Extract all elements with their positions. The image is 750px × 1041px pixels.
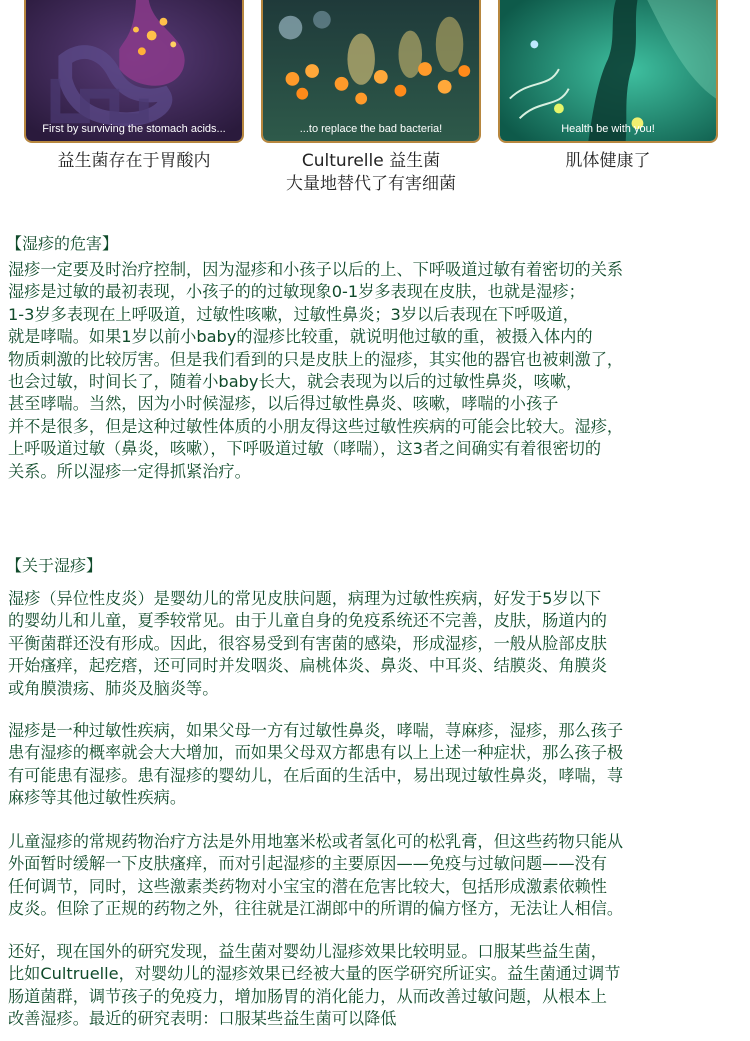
caption-line: 益生菌存在于胃酸内 — [57, 151, 211, 171]
health-graphic — [500, 0, 716, 141]
stomach-illustration — [24, 0, 244, 143]
health-illustration — [498, 0, 718, 143]
panel-2-image-text: ...to replace the bad bacteria! — [299, 123, 443, 135]
text-line: 关系。所以湿疹一定得抓紧治疗。 — [8, 461, 251, 481]
caption-line: Culturelle 益生菌 — [301, 151, 441, 171]
text-line: 就是哮喘。如果1岁以前小baby的湿疹比较重，就说明他过敏的重，被摄入体内的 — [8, 327, 593, 347]
text-line: 湿疹（异位性皮炎）是婴幼儿的常见皮肤问题，病理为过敏性疾病，好发于5岁以下 — [8, 589, 602, 608]
stomach-graphic — [26, 0, 242, 141]
about-paragraph-4 — [8, 941, 742, 1031]
panel-2-caption — [256, 150, 486, 196]
text-line: 的婴幼儿和儿童，夏季较常见。由于儿童自身的免疫系统还不完善，皮肤，肠道内的 — [8, 611, 607, 631]
text-line: 开始瘙痒，起疙瘩，还可同时并发咽炎、扁桃体炎、鼻炎、中耳炎、结膜炎、角膜炎 — [8, 656, 607, 676]
eczema-harm-paragraph — [8, 259, 742, 483]
bacteria-illustration — [261, 0, 481, 143]
text-line: 平衡菌群还没有形成。因此，很容易受到有害菌的感染，形成湿疹，一般从脸部皮肤 — [8, 633, 607, 653]
panel-3-caption — [498, 150, 718, 173]
caption-line: 大量地替代了有害细菌 — [286, 174, 456, 194]
about-paragraph-3 — [8, 831, 742, 921]
text-line: 肠道菌群，调节孩子的免疫力，增加肠胃的消化能力，从而改善过敏问题，从根本上 — [8, 986, 607, 1006]
text-line: 甚至哮喘。当然，因为小时候湿疹，以后得过敏性鼻炎、咳嗽，哮喘的小孩子 — [8, 394, 559, 414]
text-line: 麻疹等其他过敏性疾病。 — [8, 788, 187, 808]
text-line: 1-3岁多表现在上呼吸道，过敏性咳嗽，过敏性鼻炎；3岁以后表现在下呼吸道， — [8, 304, 579, 324]
about-paragraph-2 — [8, 720, 742, 810]
text-line: 改善湿疹。最近的研究表明：口服某些益生菌可以降低 — [8, 1009, 397, 1029]
panel-3-image-text: Health be with you! — [561, 123, 655, 135]
text-line: 物质刺激的比较厉害。但是我们看到的只是皮肤上的湿疹，其实他的器官也被刺激了， — [8, 349, 624, 369]
text-line: 上呼吸道过敏（鼻炎，咳嗽），下呼吸道过敏（哮喘），这3者之间确实有着很密切的 — [8, 439, 602, 459]
panel-1-caption — [24, 150, 244, 173]
text-line: 或角膜溃疡、肺炎及脑炎等。 — [8, 678, 219, 698]
about-paragraph-1 — [8, 588, 742, 700]
caption-line: 肌体健康了 — [565, 151, 651, 171]
text-line: 比如Cultruelle，对婴幼儿的湿疹效果已经被大量的医学研究所证实。益生菌通过调节 — [8, 964, 621, 984]
text-line: 皮炎。但除了正规的药物之外，往往就是江湖郎中的所谓的偏方怪方，无法让人相信。 — [8, 899, 624, 919]
text-line: 还好，现在国外的研究发现，益生菌对婴幼儿湿疹效果比较明显。口服某些益生菌， — [8, 942, 607, 961]
text-line: 有可能患有湿疹。患有湿疹的婴幼儿，在后面的生活中，易出现过敏性鼻炎，哮喘，荨 — [8, 765, 624, 785]
bacteria-graphic — [263, 0, 479, 141]
panel-1-image-text: First by surviving the stomach acids... — [42, 123, 226, 135]
text-line: 湿疹是一种过敏性疾病，如果父母一方有过敏性鼻炎，哮喘，荨麻疹，湿疹，那么孩子 — [8, 721, 624, 740]
text-line: 外面暂时缓解一下皮肤瘙痒，而对引起湿疹的主要原因——免疫与过敏问题——没有 — [8, 854, 607, 874]
text-line: 湿疹是过敏的最初表现，小孩子的的过敏现象0-1岁多表现在皮肤，也就是湿疹； — [8, 282, 585, 302]
text-line: 患有湿疹的概率就会大大增加，而如果父母双方都患有以上上述一种症状，那么孩子极 — [8, 743, 624, 763]
text-line: 任何调节，同时，这些激素类药物对小宝宝的潜在危害比较大，包括形成激素依赖性 — [8, 876, 607, 896]
section-heading-eczema-harm: 【湿疹的危害】 — [6, 234, 119, 253]
text-line: 并不是很多，但是这种过敏性体质的小朋友得这些过敏性疾病的可能会比较大。湿疹， — [8, 416, 624, 436]
text-line: 湿疹一定要及时治疗控制，因为湿疹和小孩子以后的上、下呼吸道过敏有着密切的关系 — [8, 260, 624, 279]
text-line: 也会过敏，时间长了，随着小baby长大，就会表现为以后的过敏性鼻炎，咳嗽， — [8, 372, 583, 392]
section-heading-about-eczema: 【关于湿疹】 — [6, 556, 103, 575]
text-line: 儿童湿疹的常规药物治疗方法是外用地塞米松或者氢化可的松乳膏，但这些药物只能从 — [8, 832, 624, 851]
